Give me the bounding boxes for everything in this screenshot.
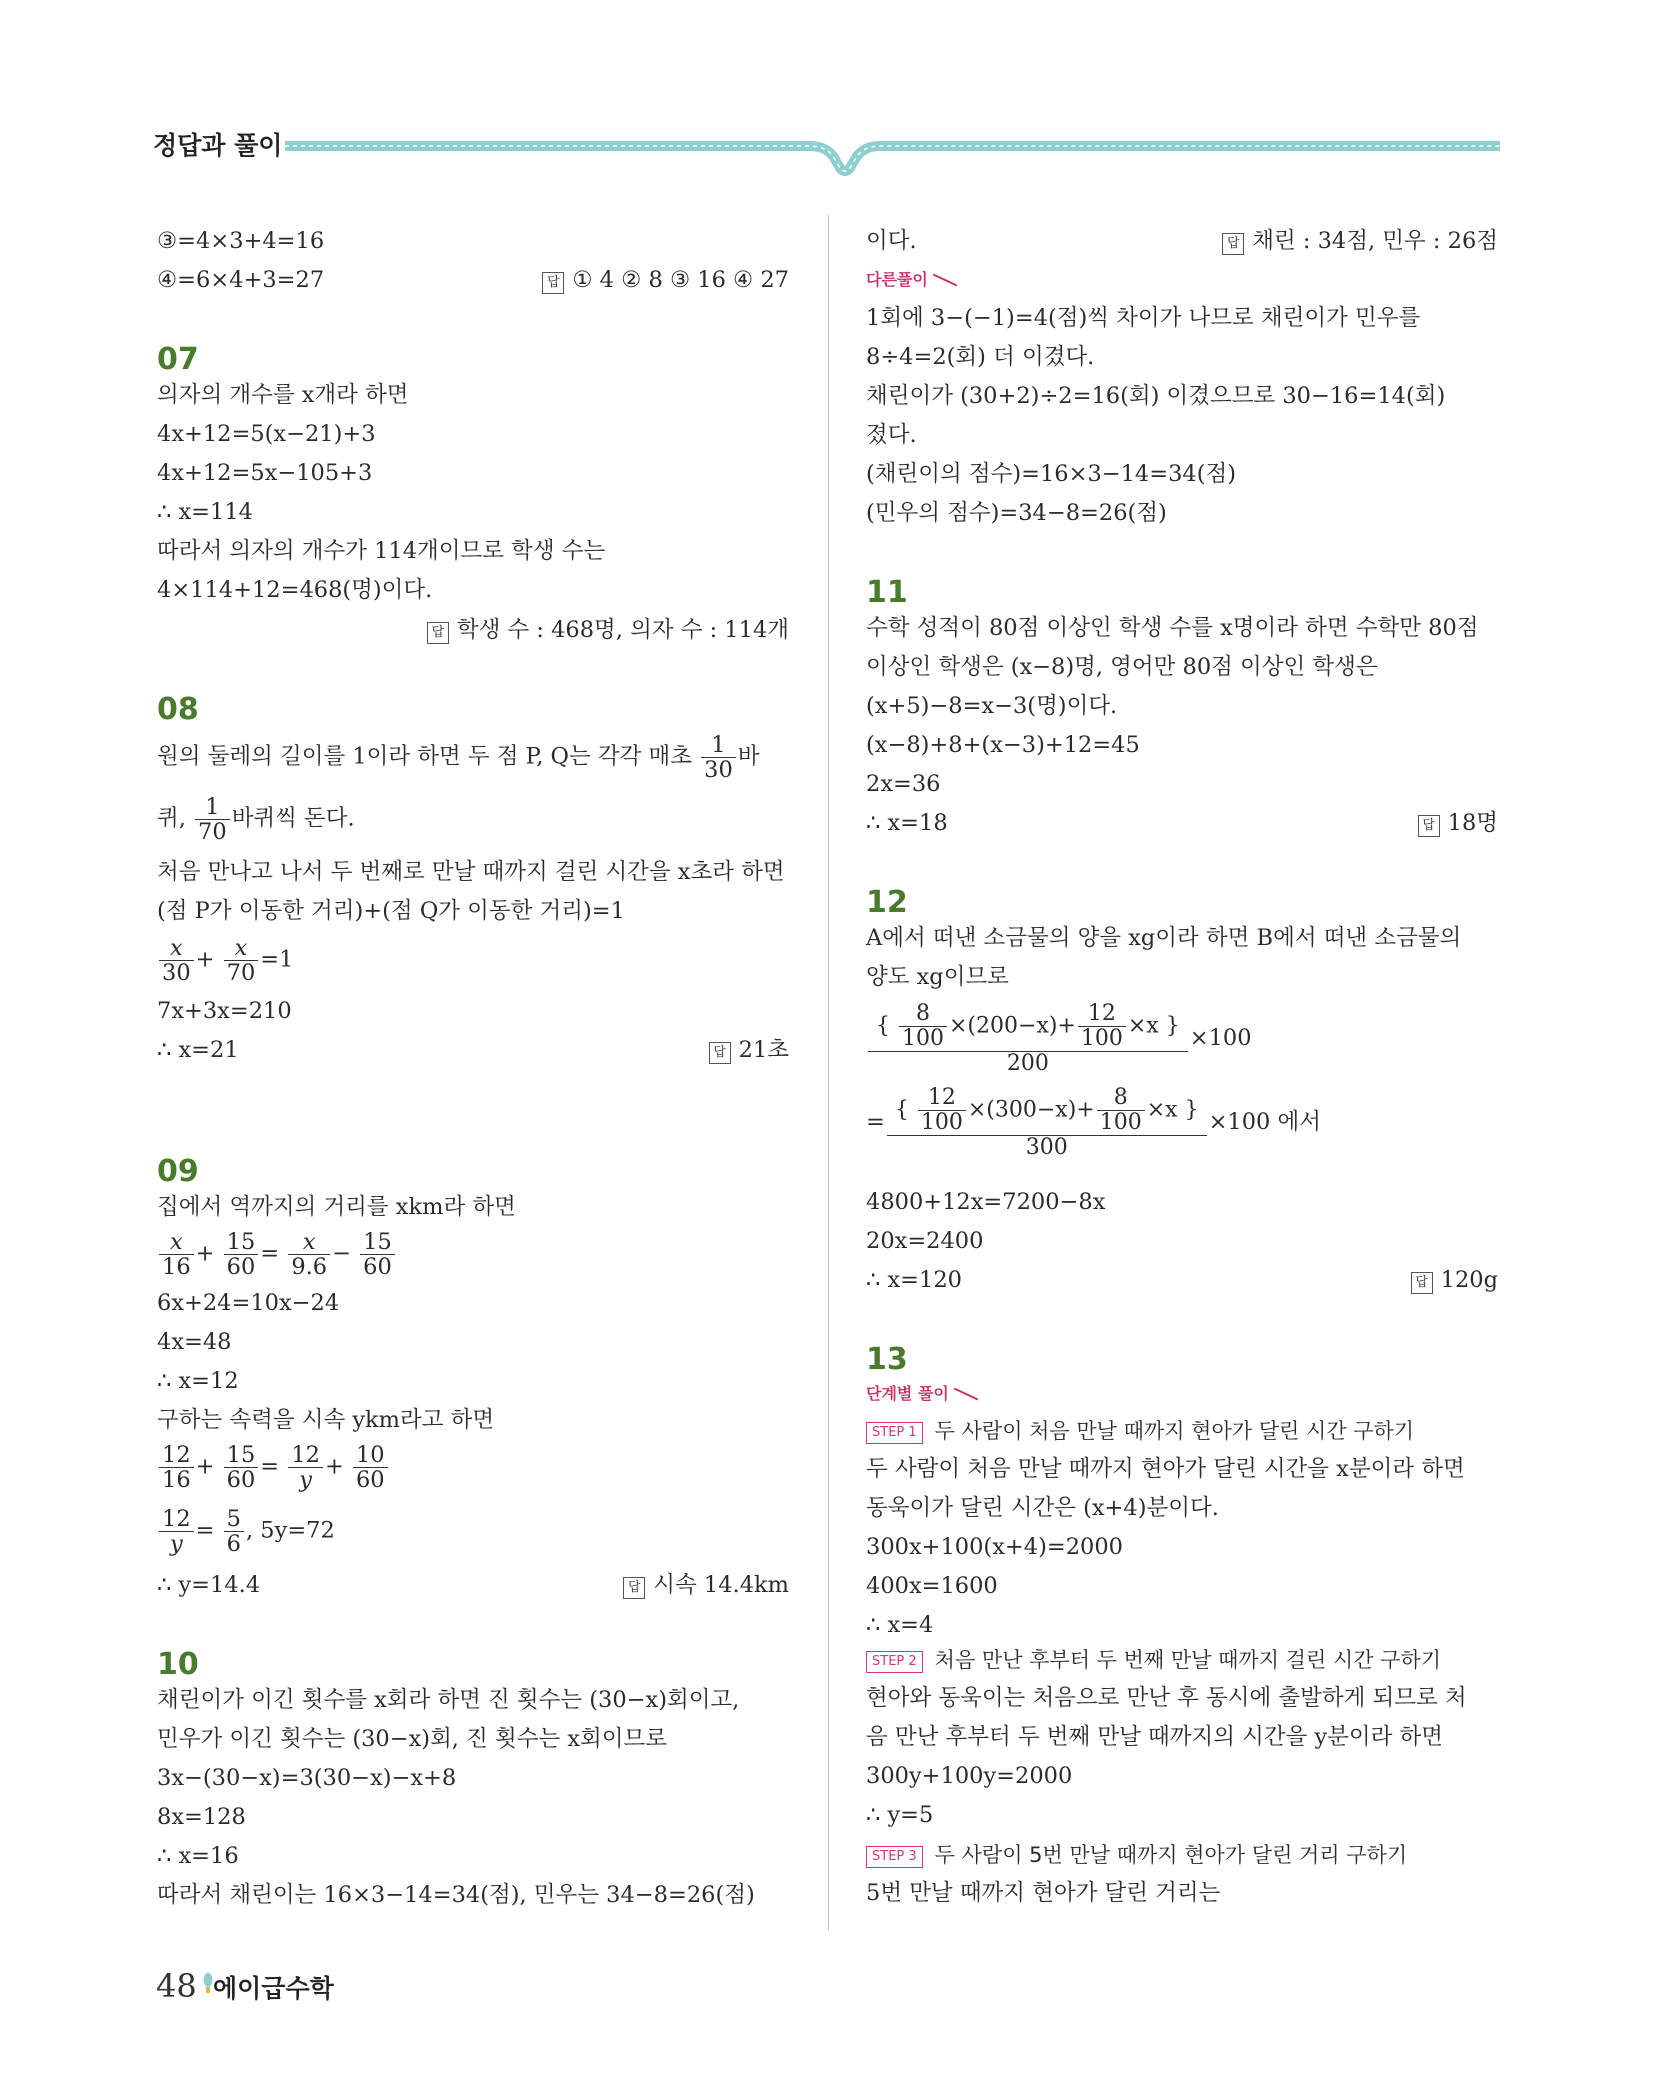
- p13-line: ∴ x=4: [866, 1612, 934, 1638]
- step-1-heading: STEP 1 두 사람이 처음 만날 때까지 현아가 달린 시간 구하기: [866, 1416, 1414, 1446]
- answer-06: 답 ① 4 ② 8 ③ 16 ④ 27: [542, 265, 789, 295]
- p11-line: ∴ x=18: [866, 810, 948, 836]
- p09-equation: $\frac{12}{y}$ = $\frac{5}{6}$ , 5y=72: [157, 1507, 335, 1556]
- brand-logo: 에이급수학: [213, 1974, 334, 2003]
- p09-line: ∴ y=14.4: [157, 1572, 261, 1598]
- pencil-icon: [954, 1388, 978, 1401]
- p10-line: ∴ x=16: [157, 1843, 239, 1869]
- p10-line: 민우가 이긴 횟수는 (30−x)회, 진 횟수는 x회이므로: [157, 1726, 667, 1752]
- p07-line: ∴ x=114: [157, 499, 253, 525]
- p12-line: 양도 xg이므로: [866, 964, 1009, 990]
- answer-07: 답 학생 수 : 468명, 의자 수 : 114개: [427, 615, 789, 645]
- p13-line: 300x+100(x+4)=2000: [866, 1534, 1123, 1560]
- p09-line: 구하는 속력을 시속 ykm라고 하면: [157, 1407, 495, 1433]
- problem-number-10: 10: [157, 1647, 199, 1682]
- p12-fraction-1: { $\frac{8}{100}$ ×(200−x)+ $\frac{12}{100}$ ×x } 200 ×100: [866, 1002, 1252, 1076]
- alt-solution-tag: 다른풀이: [866, 269, 958, 291]
- answer-11: 답 18명: [1418, 808, 1498, 838]
- p09-equation: $\frac{12}{16}$ + $\frac{15}{60}$ = $\frac{12}{y}$ + $\frac{10}{60}$: [157, 1443, 390, 1492]
- p11-line: 이상인 학생은 (x−8)명, 영어만 80점 이상인 학생은: [866, 654, 1378, 680]
- answer-mark-icon: 답: [427, 622, 449, 644]
- p12-line: ∴ x=120: [866, 1267, 962, 1293]
- p09-line: 집에서 역까지의 거리를 xkm라 하면: [157, 1194, 516, 1220]
- step-3-heading: STEP 3 두 사람이 5번 만날 때까지 현아가 달린 거리 구하기: [866, 1840, 1407, 1870]
- problem-number-13: 13: [866, 1342, 908, 1377]
- p09-line: 4x=48: [157, 1329, 232, 1355]
- alt-line: 8÷4=2(회) 더 이겼다.: [866, 344, 1095, 370]
- p13-line: 300y+100y=2000: [866, 1763, 1073, 1789]
- p07-line: 따라서 의자의 개수가 114개이므로 학생 수는: [157, 538, 606, 564]
- p10-line: 3x−(30−x)=3(30−x)−x+8: [157, 1765, 457, 1791]
- p09-equation: $\frac{x}{16}$ + $\frac{15}{60}$ = $\frac{x}{9.6}$ − $\frac{15}{60}$: [157, 1230, 397, 1279]
- lightbulb-icon: [203, 1972, 213, 1996]
- p08-line: (점 P가 이동한 거리)+(점 Q가 이동한 거리)=1: [157, 898, 625, 924]
- p07-line: 4x+12=5(x−21)+3: [157, 421, 376, 447]
- step-1-badge: STEP 1: [866, 1422, 923, 1444]
- p13-line: ∴ y=5: [866, 1802, 934, 1828]
- line-4: ④=6×4+3=27: [157, 267, 325, 293]
- alt-line: (민우의 점수)=34−8=26(점): [866, 500, 1167, 526]
- problem-number-07: 07: [157, 342, 199, 377]
- p08-line: 처음 만나고 나서 두 번째로 만날 때까지 걸린 시간을 x초라 하면: [157, 859, 785, 885]
- p12-line: 4800+12x=7200−8x: [866, 1189, 1106, 1215]
- p13-line: 두 사람이 처음 만날 때까지 현아가 달린 시간을 x분이라 하면: [866, 1456, 1465, 1482]
- answer-09: 답 시속 14.4km: [623, 1570, 789, 1600]
- p08-line: 퀴, $\frac{1}{70}$ 바퀴씩 돈다.: [157, 794, 355, 845]
- p07-line: 의자의 개수를 x개라 하면: [157, 382, 409, 408]
- answer-mark-icon: 답: [1411, 1272, 1433, 1294]
- alt-line: (채린이의 점수)=16×3−14=34(점): [866, 461, 1237, 487]
- p08-line: 7x+3x=210: [157, 998, 292, 1024]
- column-divider: [828, 215, 829, 1930]
- p10-line: 8x=128: [157, 1804, 246, 1830]
- p09-line: ∴ x=12: [157, 1368, 239, 1394]
- page-header-title: 정답과 풀이: [153, 131, 283, 160]
- step-solution-tag: 단계별 풀이: [866, 1383, 979, 1405]
- p12-line: A에서 떠낸 소금물의 양을 xg이라 하면 B에서 떠낸 소금물의: [866, 925, 1462, 951]
- p12-line: 20x=2400: [866, 1228, 984, 1254]
- answer-mark-icon: 답: [709, 1042, 731, 1064]
- p07-line: 4×114+12=468(명)이다.: [157, 577, 433, 603]
- p08-equation: $\frac{x}{30}$ + $\frac{x}{70}$ =1: [157, 936, 293, 985]
- answer-08: 답 21초: [709, 1035, 789, 1065]
- p13-line: 400x=1600: [866, 1573, 998, 1599]
- p11-line: (x−8)+8+(x−3)+12=45: [866, 732, 1140, 758]
- page-number: 48: [156, 1967, 197, 2005]
- p10-line: 채린이가 이긴 횟수를 x회라 하면 진 횟수는 (30−x)회이고,: [157, 1687, 740, 1713]
- answer-mark-icon: 답: [1222, 233, 1244, 255]
- header-wave-line: [285, 130, 1500, 180]
- problem-number-11: 11: [866, 575, 908, 610]
- alt-line: 졌다.: [866, 422, 917, 448]
- problem-number-12: 12: [866, 885, 908, 920]
- step-3-badge: STEP 3: [866, 1846, 923, 1868]
- p10-line: 따라서 채린이는 16×3−14=34(점), 민우는 34−8=26(점): [157, 1882, 755, 1908]
- p13-line: 5번 만날 때까지 현아가 달린 거리는: [866, 1880, 1221, 1906]
- step-2-badge: STEP 2: [866, 1651, 923, 1673]
- p13-line: 음 만난 후부터 두 번째 만날 때까지의 시간을 y분이라 하면: [866, 1724, 1443, 1750]
- p13-line: 동욱이가 달린 시간은 (x+4)분이다.: [866, 1495, 1219, 1521]
- p10-cont-line: 이다.: [866, 228, 917, 254]
- p11-line: 2x=36: [866, 771, 941, 797]
- answer-mark-icon: 답: [542, 272, 564, 294]
- p09-line: 6x+24=10x−24: [157, 1290, 340, 1316]
- alt-line: 채린이가 (30+2)÷2=16(회) 이겼으므로 30−16=14(회): [866, 383, 1446, 409]
- p13-line: 현아와 동욱이는 처음으로 만난 후 동시에 출발하게 되므로 처: [866, 1685, 1467, 1711]
- p11-line: 수학 성적이 80점 이상인 학생 수를 x명이라 하면 수학만 80점: [866, 615, 1479, 641]
- p08-line: 원의 둘레의 길이를 1이라 하면 두 점 P, Q는 각각 매초 $\frac{1}{30}$ 바: [157, 732, 760, 783]
- line-3: ③=4×3+4=16: [157, 228, 325, 254]
- p07-line: 4x+12=5x−105+3: [157, 460, 373, 486]
- problem-number-09: 09: [157, 1154, 199, 1189]
- answer-mark-icon: 답: [1418, 815, 1440, 837]
- p12-fraction-2: = { $\frac{12}{100}$ ×(300−x)+ $\frac{8}{100}$ ×x } 300 ×100 에서: [866, 1085, 1321, 1160]
- alt-line: 1회에 3−(−1)=4(점)씩 차이가 나므로 채린이가 민우를: [866, 305, 1421, 331]
- answer-10: 답 채린 : 34점, 민우 : 26점: [1222, 226, 1498, 256]
- pencil-icon: [933, 274, 957, 287]
- p08-line: ∴ x=21: [157, 1037, 239, 1063]
- answer-12: 답 120g: [1411, 1265, 1498, 1295]
- p11-line: (x+5)−8=x−3(명)이다.: [866, 693, 1118, 719]
- step-2-heading: STEP 2 처음 만난 후부터 두 번째 만날 때까지 걸린 시간 구하기: [866, 1645, 1441, 1675]
- answer-mark-icon: 답: [623, 1577, 645, 1599]
- problem-number-08: 08: [157, 692, 199, 727]
